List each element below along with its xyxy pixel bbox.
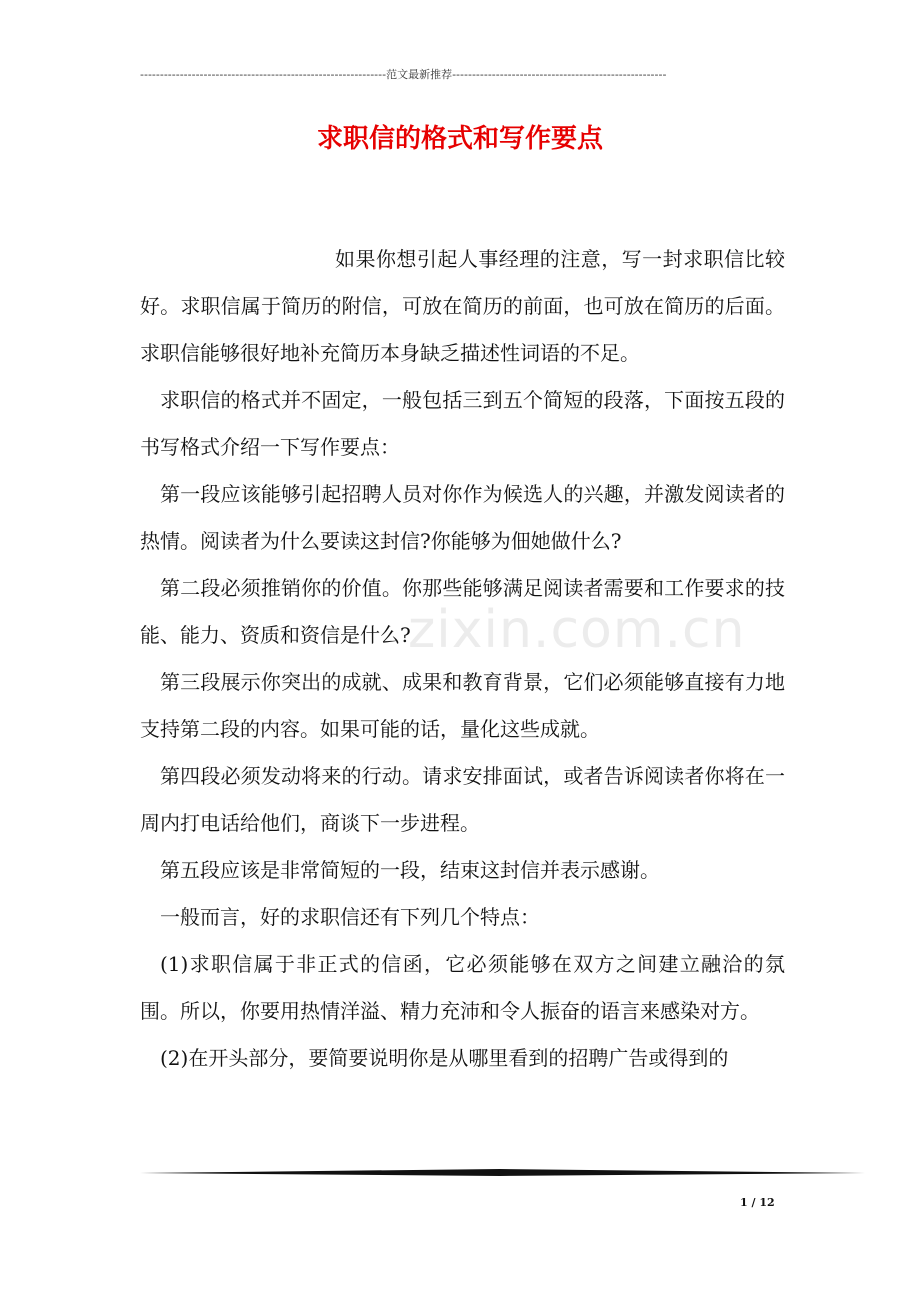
paragraph-fifth: 第五段应该是非常简短的一段，结束这封信并表示感谢。 (160, 858, 660, 882)
paragraph-features: 一般而言，好的求职信还有下列几个特点： (160, 905, 540, 929)
page-number: 1 / 12 (740, 1196, 775, 1209)
paragraph-feature-1: (1)求职信属于非正式的信函，它必须能够在双方之间建立融洽的氛围。所以，你要用热情洋溢、精力充沛和令人振奋的语言来感染对方。 (140, 952, 785, 1023)
paragraph-first: 第一段应该能够引起招聘人员对你作为候选人的兴趣，并激发阅读者的热情。阅读者为什么要读这封信?你能够为佃她做什么? (140, 482, 785, 553)
paragraph-second: 第二段必须推销你的价值。你那些能够满足阅读者需要和工作要求的技能、能力、资质和资信是什么? (140, 576, 785, 647)
paragraph-intro: 如果你想引起人事经理的注意，写一封求职信比较好。求职信属于简历的附信，可放在简历的前面，也可放在简历的后面。求职信能够很好地补充简历本身缺乏描述性词语的不足。 (140, 247, 785, 365)
watermark: zixin.com.cn (408, 600, 746, 660)
page-header: --------------------------------------------------------------范文最新推荐------------------------------------------------------ (140, 68, 667, 81)
document-title: 求职信的格式和写作要点 (316, 124, 603, 154)
paragraph-third: 第三段展示你突出的成就、成果和教育背景，它们必须能够直接有力地支持第二段的内容。如果可能的话，量化这些成就。 (140, 670, 785, 741)
paragraph-feature-2: (2)在开头部分，要简要说明你是从哪里看到的招聘广告或得到的 (160, 1046, 729, 1070)
footer-divider (140, 1169, 865, 1176)
document-body (140, 236, 785, 1082)
paragraph-fourth: 第四段必须发动将来的行动。请求安排面试，或者告诉阅读者你将在一周内打电话给他们，商谈下一步进程。 (140, 764, 785, 835)
paragraph-format: 求职信的格式并不固定，一般包括三到五个简短的段落，下面按五段的书写格式介绍一下写作要点： (140, 388, 785, 459)
